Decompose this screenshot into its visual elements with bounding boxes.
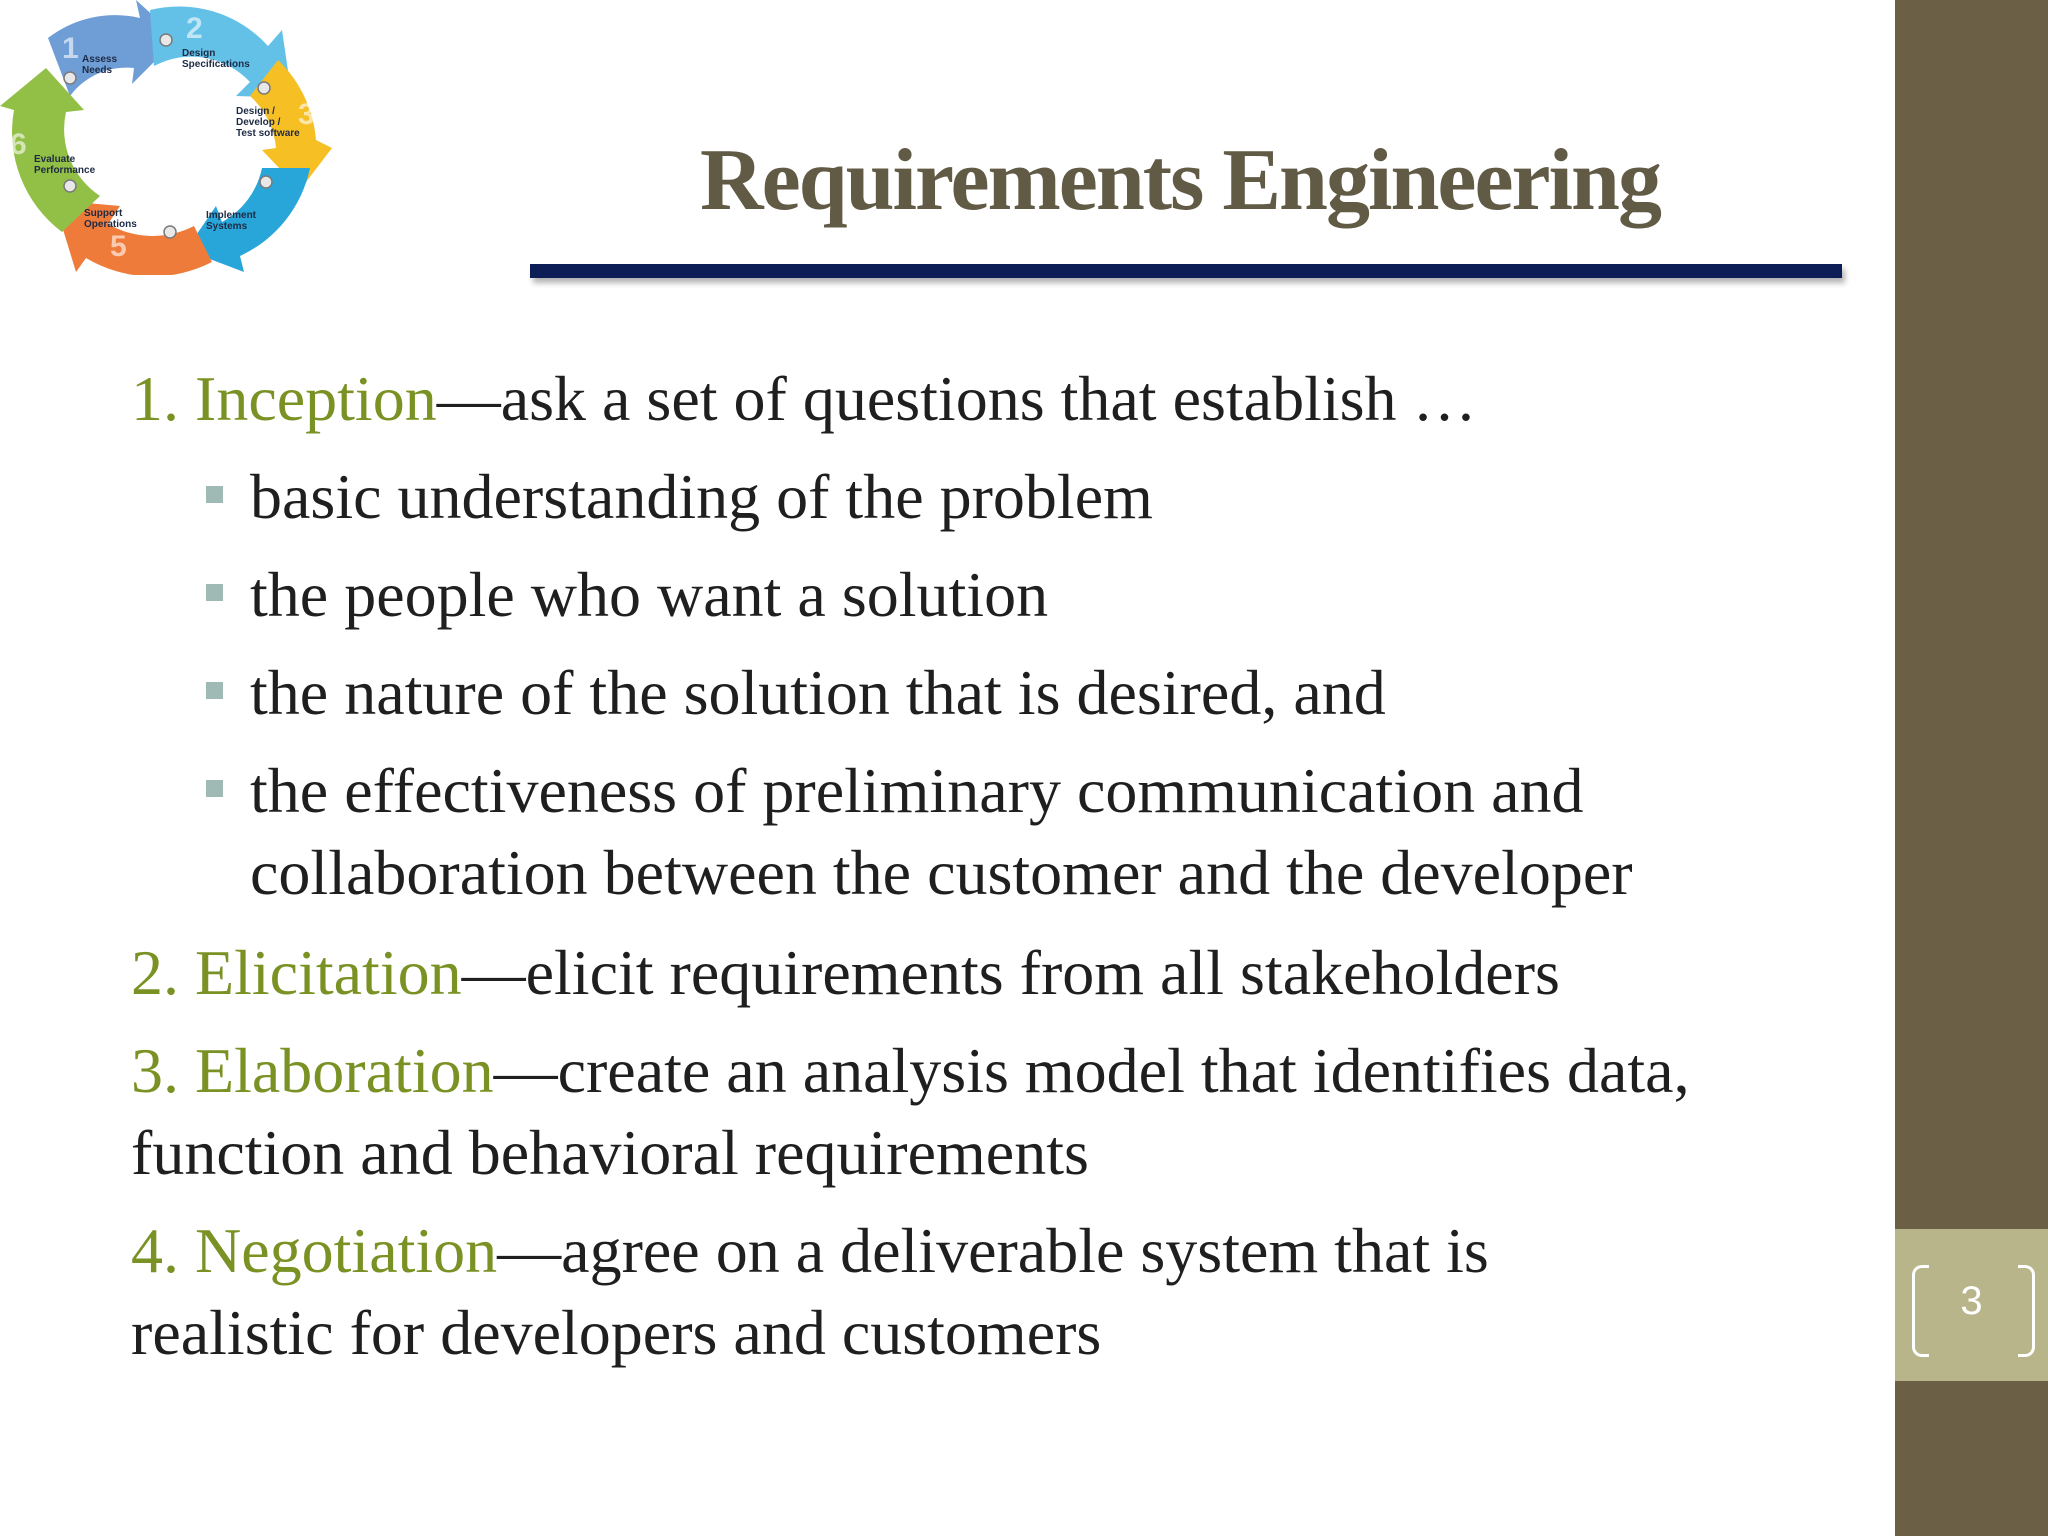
cycle-number-4: 4 (206, 178, 223, 211)
sdlc-cycle-logo (0, 0, 340, 275)
cycle-node-2 (160, 34, 172, 46)
list-item-inception (131, 358, 1891, 440)
square-bullet-icon (206, 780, 223, 797)
item-term: 1. Inception (131, 363, 437, 434)
item-description: —agree on a deliverable system that is realistic for developers and customers (131, 1215, 1489, 1368)
cycle-number-2: 2 (186, 12, 203, 45)
item-description: —ask a set of questions that establish … (436, 363, 1477, 434)
item-description: —elicit requirements from all stakeholders (461, 937, 1560, 1008)
cycle-node-3 (258, 82, 270, 94)
cycle-node-5 (164, 226, 176, 238)
item-term: 4. Negotiation (131, 1215, 498, 1286)
sub-bullet (131, 750, 1790, 914)
page-number: 3 (1960, 1279, 1983, 1323)
cycle-node-1 (64, 72, 76, 84)
square-bullet-icon (206, 486, 223, 503)
square-bullet-icon (206, 682, 223, 699)
inception-sublist (131, 456, 1891, 914)
cycle-node-6 (64, 180, 76, 192)
sub-bullet-text: the people who want a solution (250, 559, 1049, 630)
page-number-box (1895, 1229, 2048, 1381)
item-term: 3. Elaboration (131, 1035, 494, 1106)
list-item-elaboration (131, 1030, 1791, 1194)
cycle-number-3: 3 (298, 98, 315, 131)
item-description: —create an analysis model that identifies data, function and behavioral requirements (131, 1035, 1690, 1188)
slide-title: Requirements Engineering (700, 132, 1660, 229)
cycle-label-evaluate: Evaluate Performance (34, 154, 96, 176)
cycle-number-6: 6 (10, 128, 27, 161)
square-bullet-icon (206, 584, 223, 601)
sub-bullet-text: basic understanding of the problem (250, 461, 1153, 532)
cycle-number-5: 5 (110, 230, 127, 263)
list-item-negotiation (131, 1210, 1651, 1374)
sub-bullet-text: the effectiveness of preliminary communication and collaboration between the customer and the developer (250, 755, 1633, 908)
slide-body (131, 358, 1891, 1374)
cycle-node-4 (260, 176, 272, 188)
cycle-number-1: 1 (62, 32, 79, 65)
cycle-label-support: Support Operations (84, 208, 137, 230)
sub-bullet (131, 652, 1891, 734)
list-item-elicitation (131, 932, 1891, 1014)
cycle-label-develop: Design / Develop / Test software (236, 106, 300, 139)
cycle-label-design: Design Specifications (182, 48, 250, 70)
item-term: 2. Elicitation (131, 937, 462, 1008)
cycle-label-implement: Implement Systems (206, 210, 257, 232)
sub-bullet-text: the nature of the solution that is desired, and (250, 657, 1386, 728)
sub-bullet (131, 554, 1891, 636)
sub-bullet (131, 456, 1891, 538)
right-bracket-icon (2018, 1265, 2035, 1357)
cycle-label-assess: Assess Needs (82, 54, 118, 76)
title-underline (530, 264, 1842, 278)
